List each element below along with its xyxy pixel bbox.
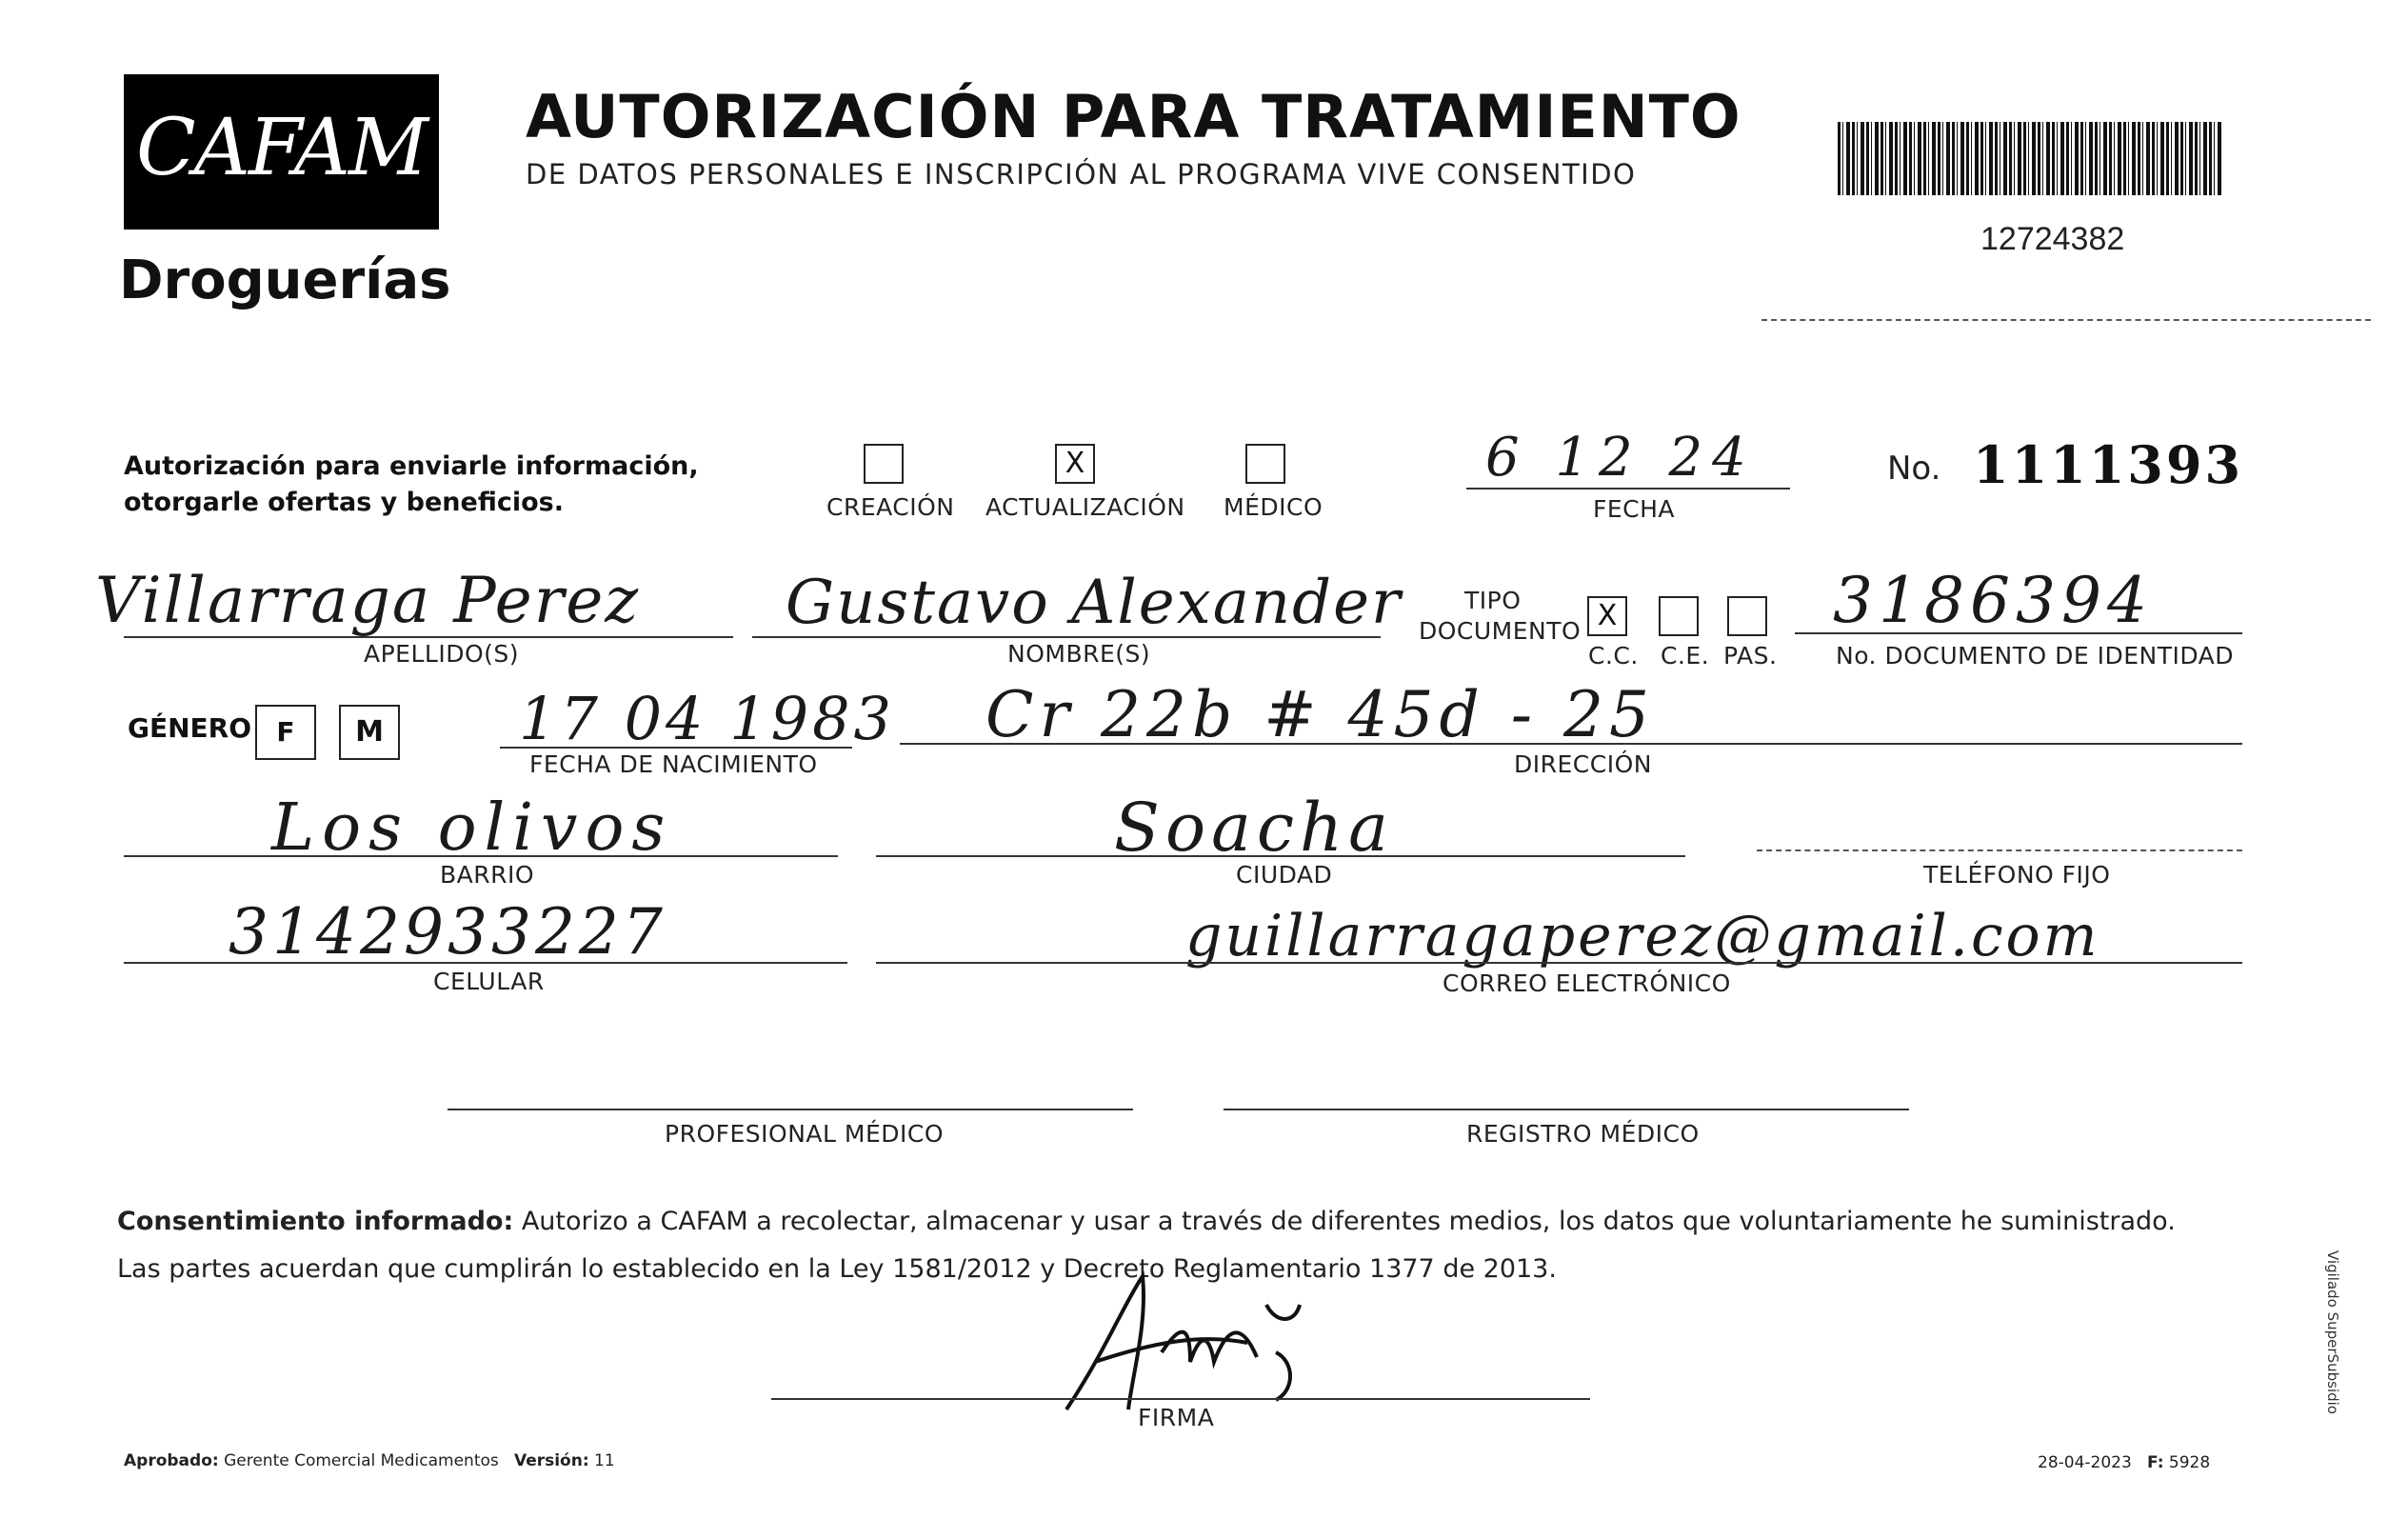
- intro-text-line2: otorgarle ofertas y beneficios.: [124, 488, 564, 517]
- creacion-checkbox[interactable]: [864, 444, 904, 484]
- date-value[interactable]: 6 12 24: [1485, 427, 1756, 489]
- cc-label: C.C.: [1588, 642, 1639, 670]
- registro-line[interactable]: [1224, 1109, 1909, 1110]
- code-value: 5928: [2168, 1453, 2211, 1472]
- ciudad-line: [876, 855, 1685, 857]
- celular-value[interactable]: 3142933227: [229, 895, 667, 969]
- version-value: 11: [594, 1451, 615, 1470]
- cc-checkbox[interactable]: [1587, 596, 1627, 636]
- cc-check-mark: X: [1597, 599, 1618, 632]
- apellidos-label: APELLIDO(S): [364, 640, 520, 668]
- email-value[interactable]: guillarragaperez@gmail.com: [1185, 903, 2100, 969]
- profesional-line[interactable]: [448, 1109, 1133, 1110]
- consent-line1: [117, 1198, 2250, 1246]
- consent-text-line1: Autorizo a CAFAM a recolectar, almacenar y usar a través de diferentes medios, los datos que voluntariamente he suministrado.: [513, 1207, 2176, 1236]
- genero-f-text: F: [276, 716, 295, 748]
- brand-subtitle: Droguerías: [119, 250, 451, 311]
- aprobado-label: Aprobado:: [124, 1451, 219, 1470]
- barrio-label: BARRIO: [440, 861, 535, 889]
- actualizacion-checkbox[interactable]: [1055, 444, 1095, 484]
- form-number-prefix: No.: [1887, 450, 1941, 488]
- telefono-line[interactable]: [1757, 849, 2242, 851]
- registro-label: REGISTRO MÉDICO: [1466, 1120, 1700, 1148]
- signature-label: FIRMA: [1138, 1404, 1215, 1431]
- doc-number-line: [1795, 632, 2242, 634]
- medico-label: MÉDICO: [1224, 493, 1323, 521]
- doc-number-value[interactable]: 3186394: [1833, 564, 2153, 637]
- ce-label: C.E.: [1661, 642, 1710, 670]
- date-line: [1466, 488, 1790, 490]
- page-subtitle: DE DATOS PERSONALES E INSCRIPCIÓN AL PROGRAMA VIVE CONSENTIDO: [526, 158, 1637, 190]
- email-label: CORREO ELECTRÓNICO: [1443, 969, 1731, 997]
- tipo-label: TIPO: [1464, 587, 1522, 614]
- genero-m-text: M: [355, 715, 384, 749]
- apellidos-line: [124, 636, 733, 638]
- footer-date: 28-04-2023: [2038, 1453, 2132, 1472]
- form-number-value: 1111393: [1973, 434, 2244, 495]
- aprobado-value: Gerente Comercial Medicamentos: [224, 1451, 499, 1470]
- celular-label: CELULAR: [433, 968, 545, 995]
- ciudad-value[interactable]: Soacha: [1114, 789, 1394, 867]
- genero-m-checkbox[interactable]: [339, 705, 400, 760]
- medico-checkbox[interactable]: [1245, 444, 1285, 484]
- barrio-value[interactable]: Los olivos: [271, 790, 673, 866]
- birth-label: FECHA DE NACIMIENTO: [529, 750, 818, 778]
- nombres-value[interactable]: Gustavo Alexander: [786, 568, 1403, 638]
- barcode-number: 12724382: [1980, 221, 2125, 257]
- logo-text: CAFAM: [136, 103, 427, 193]
- ce-checkbox[interactable]: [1659, 596, 1699, 636]
- consent-text-line2: Las partes acuerdan que cumplirán lo establecido en la Ley 1581/2012 y Decreto Reglamentario 1377 de 2013.: [117, 1254, 1557, 1284]
- page-title: AUTORIZACIÓN PARA TRATAMIENTO: [526, 82, 1741, 151]
- documento-label: DOCUMENTO: [1419, 617, 1582, 645]
- genero-f-checkbox[interactable]: [255, 705, 316, 760]
- genero-label: GÉNERO: [128, 712, 252, 744]
- actualizacion-check-mark: X: [1065, 447, 1085, 480]
- profesional-label: PROFESIONAL MÉDICO: [665, 1120, 945, 1148]
- actualizacion-label: ACTUALIZACIÓN: [985, 493, 1185, 521]
- footer-date-code: [2038, 1453, 2210, 1472]
- side-note: Vigilado SuperSubsidio: [2324, 1250, 2341, 1414]
- cafam-logo: [124, 74, 439, 230]
- ciudad-label: CIUDAD: [1236, 861, 1333, 889]
- apellidos-value[interactable]: Villarraga Perez: [95, 564, 641, 637]
- code-label: F:: [2147, 1453, 2164, 1472]
- birth-line: [500, 747, 852, 749]
- signature-line[interactable]: [771, 1398, 1590, 1400]
- footer-approval: [124, 1451, 615, 1470]
- nombres-line: [752, 636, 1381, 638]
- celular-line: [124, 962, 847, 964]
- version-label: Versión:: [513, 1451, 589, 1470]
- pas-checkbox[interactable]: [1727, 596, 1767, 636]
- nombres-label: NOMBRE(S): [1007, 640, 1151, 668]
- pas-label: PAS.: [1723, 642, 1778, 670]
- header-dash-line: [1761, 319, 2371, 321]
- barrio-line: [124, 855, 838, 857]
- barcode: [1838, 122, 2223, 195]
- intro-text-line1: Autorización para enviarle información,: [124, 451, 699, 481]
- creacion-label: CREACIÓN: [826, 493, 955, 521]
- address-label: DIRECCIÓN: [1514, 750, 1652, 778]
- telefono-label: TELÉFONO FIJO: [1923, 861, 2111, 889]
- address-value[interactable]: Cr 22b # 45d - 25: [985, 678, 1655, 751]
- email-line: [876, 962, 2242, 964]
- birth-value[interactable]: 17 04 1983: [519, 684, 895, 753]
- address-line: [900, 743, 2242, 745]
- doc-number-label: No. DOCUMENTO DE IDENTIDAD: [1836, 642, 2235, 670]
- date-label: FECHA: [1593, 495, 1676, 523]
- consent-lead: Consentimiento informado:: [117, 1207, 514, 1236]
